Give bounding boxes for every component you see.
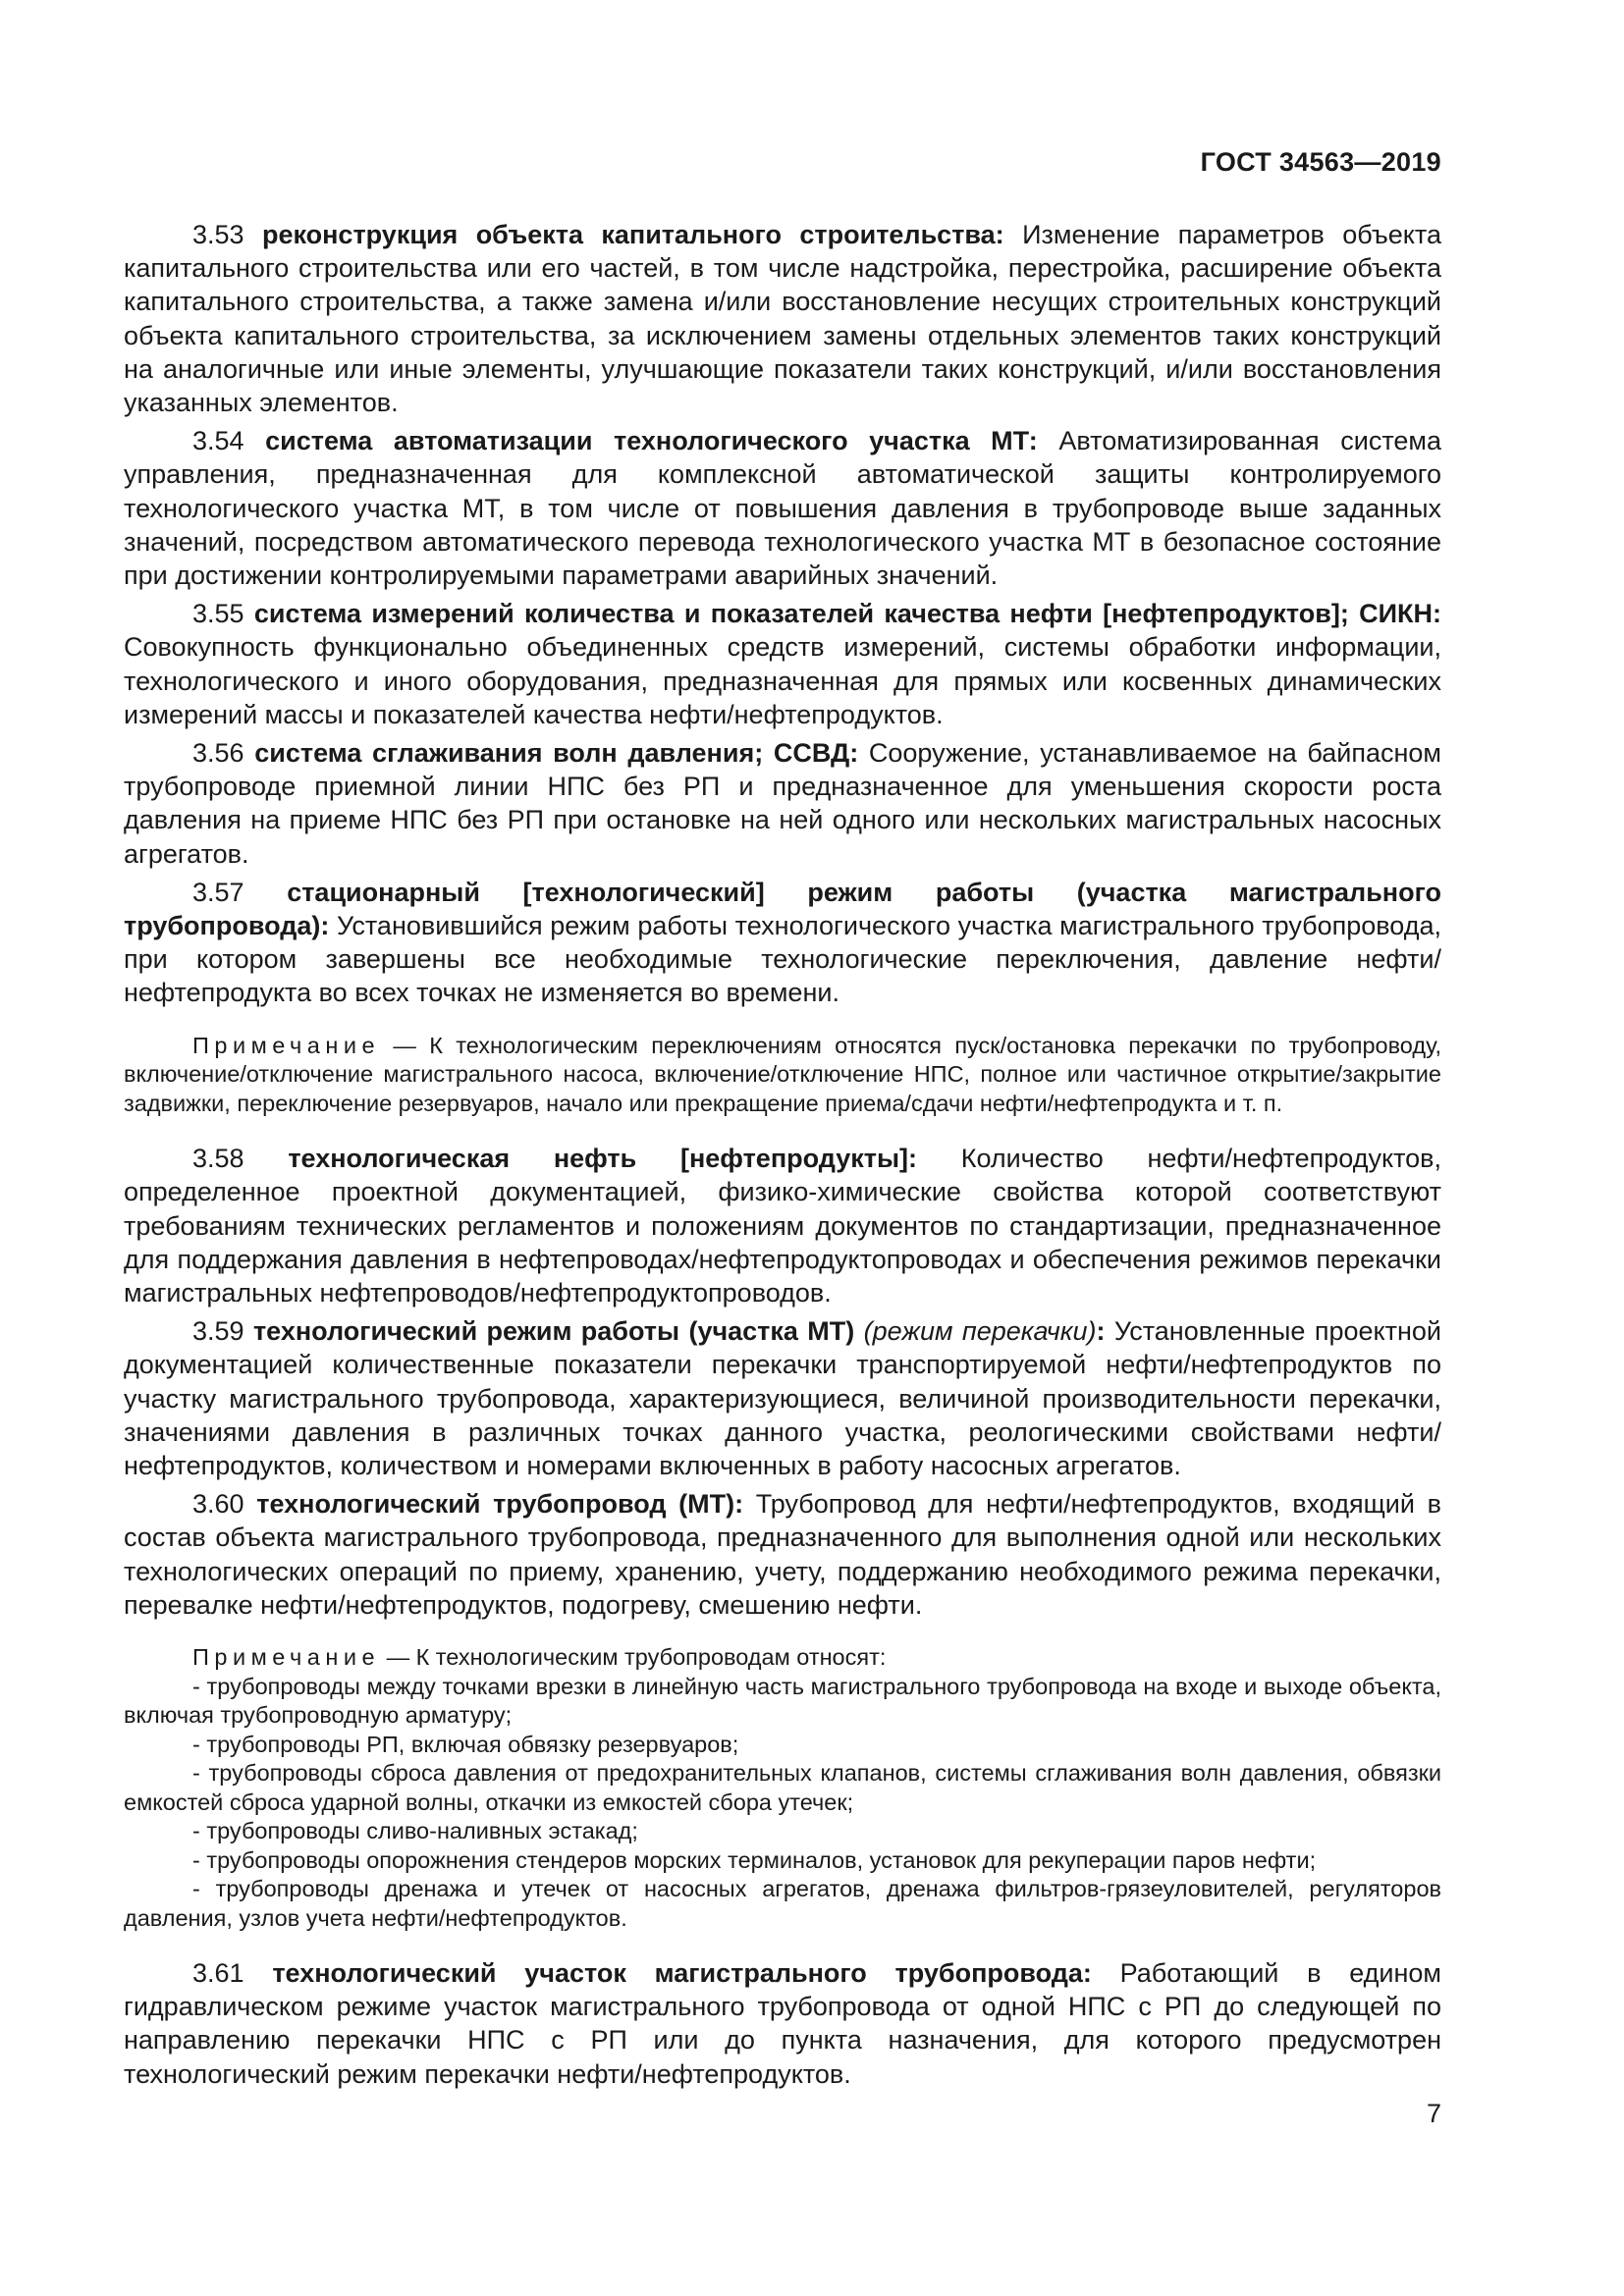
term-title: реконструкция объекта капитального строительства: xyxy=(261,220,1004,249)
term-3-56 xyxy=(124,736,1441,871)
term-definition: Установившийся режим работы технологического участка магистрального трубопровода, при котором завершены все необходимые технологические переключения, давление нефти/нефтепродукта во всех точках не изменяется во времени. xyxy=(124,911,1441,1008)
term-number: 3.54 xyxy=(192,426,244,456)
term-definition: Изменение параметров объекта капитального строительства или его частей, в том числе надстройка, перестройка, расширение объекта капитального строительства, а также замена и/или восстановление несущих строительных конструкций объекта капитального строительства, за исключением замены отдельных элементов таких конструкций на аналогичные или иные элементы, улучшающие показатели таких конструкций, и/или восстановления указанных элементов. xyxy=(124,220,1441,418)
term-alt-title: (режим перекачки) xyxy=(863,1316,1097,1347)
term-definition: Совокупность функционально объединенных средств измерений, системы обработки информации, технологического и иного оборудования, предназначенная для прямых или косвенных динамических измерений массы и показателей качества нефти/нефтепродуктов. xyxy=(124,632,1441,729)
note-list-item: - трубопроводы РП, включая обвязку резервуаров; xyxy=(192,1731,739,1757)
note-label: Примечание xyxy=(192,1032,381,1058)
term-title: система сглаживания волн давления; ССВД: xyxy=(254,738,859,769)
term-3-54 xyxy=(124,424,1441,592)
term-number: 3.57 xyxy=(192,877,244,907)
term-3-59 xyxy=(124,1314,1441,1482)
note-list-item: - трубопроводы дренажа и утечек от насосных агрегатов, дренажа фильтров-грязеуловителей, регуляторов давления, узлов учета нефти/нефтепродуктов. xyxy=(124,1876,1441,1931)
term-3-60 xyxy=(124,1487,1441,1622)
term-title: технологический участок магистрального трубопровода: xyxy=(272,1958,1092,1989)
term-definition: Установленные проектной документацией количественные показатели перекачки транспортируемой нефти/нефтепродуктов по участку магистрального трубопровода, характеризующиеся, величиной производительности перекачки, значениями давления в различных точках данного участка, реологическими свойствами нефти/нефтепродуктов, количеством и номерами включенных в работу насосных агрегатов. xyxy=(124,1316,1441,1480)
note-text: — К технологическим переключениям относятся пуск/остановка перекачки по трубопроводу, включение/отключение магистрального насоса, включение/отключение НПС, полное или частичное открытие/закрытие задвижки, переключение резервуаров, начало или прекращение приема/сдачи нефти/нефтепродукта и т. п. xyxy=(124,1032,1441,1116)
term-definition: Количество нефти/нефтепродуктов, определенное проектной документацией, физико-химические свойства которой соответствуют требованиям технических регламентов и положениям документов по стандартизации, предназначенное для поддержания давления в нефтепроводах/нефтепродуктопроводах и обеспечения режимов перекачки магистральных нефтепроводов/нефтепродуктопроводов. xyxy=(124,1144,1441,1308)
term-3-55 xyxy=(124,597,1441,731)
term-title: стационарный [технологический] режим работы (участка магистрального трубопровода): xyxy=(124,877,1441,941)
note-intro: — К технологическим трубопроводам относят: xyxy=(386,1644,887,1671)
standard-code: ГОСТ 34563—2019 xyxy=(1200,147,1441,177)
note-list-item: - трубопроводы сливо-наливных эстакад; xyxy=(192,1818,638,1844)
term-number: 3.56 xyxy=(192,738,244,769)
term-colon: : xyxy=(1096,1316,1106,1347)
note-list-item: - трубопроводы опорожнения стендеров морских терминалов, установок для рекуперации паров нефти; xyxy=(192,1846,1317,1873)
note-pipelines xyxy=(124,1643,1441,1933)
term-definition: Трубопровод для нефти/нефтепродуктов, входящий в состав объекта магистрального трубопровода, предназначенного для выполнения одной или нескольких технологических операций по приему, хранению, учету, поддержанию необходимого режима перекачки, перевалке нефти/нефтепродуктов, подогреву, смешению нефти. xyxy=(124,1489,1441,1620)
term-title: технологический трубопровод (МТ): xyxy=(256,1489,744,1520)
term-3-57 xyxy=(124,876,1441,1010)
page-number: 7 xyxy=(1426,2099,1441,2128)
note-list-item: - трубопроводы между точками врезки в линейную часть магистрального трубопровода на входе и выходе объекта, включая трубопроводную арматуру; xyxy=(124,1673,1441,1729)
term-title: система измерений количества и показателей качества нефти [нефтепродуктов]; СИКН: xyxy=(253,599,1441,629)
term-title: технологическая нефть [нефтепродукты]: xyxy=(288,1144,918,1174)
term-number: 3.59 xyxy=(192,1316,244,1347)
term-definition: Сооружение, устанавливаемое на байпасном трубопроводе приемной линии НПС без РП и предназначенное для уменьшения скорости роста давления на приеме НПС без РП при остановке на ней одного или нескольких магистральных насосных агрегатов. xyxy=(124,738,1441,869)
note-label: Примечание xyxy=(192,1644,381,1671)
term-definition: Работающий в едином гидравлическом режиме участок магистрального трубопровода от одной НПС с РП до следующей по направлению перекачки НПС с РП или до пункта назначения, для которого предусмотрен технологический режим перекачки нефти/нефтепродуктов. xyxy=(124,1958,1441,2089)
term-3-53 xyxy=(124,218,1441,419)
term-3-61 xyxy=(124,1956,1441,2091)
term-number: 3.58 xyxy=(192,1144,244,1174)
term-3-58 xyxy=(124,1142,1441,1309)
page-content xyxy=(124,218,1441,2096)
term-number: 3.60 xyxy=(192,1489,244,1520)
note-switching xyxy=(124,1032,1441,1119)
term-number: 3.61 xyxy=(192,1958,244,1989)
note-list-item: - трубопроводы сброса давления от предохранительных клапанов, системы сглаживания волн давления, обвязки емкостей сброса ударной волны, откачки из емкостей сбора утечек; xyxy=(124,1760,1441,1815)
term-number: 3.53 xyxy=(192,220,244,249)
term-title: технологический режим работы (участка МТ) xyxy=(252,1316,855,1347)
term-title: система автоматизации технологического участка МТ: xyxy=(265,426,1038,456)
term-number: 3.55 xyxy=(192,599,244,629)
term-definition: Автоматизированная система управления, предназначенная для комплексной автоматической защиты контролируемого технологического участка МТ, в том числе от повышения давления в трубопроводе выше заданных значений, посредством автоматического перевода технологического участка МТ в безопасное состояние при достижении контролируемыми параметрами аварийных значений. xyxy=(124,426,1441,591)
